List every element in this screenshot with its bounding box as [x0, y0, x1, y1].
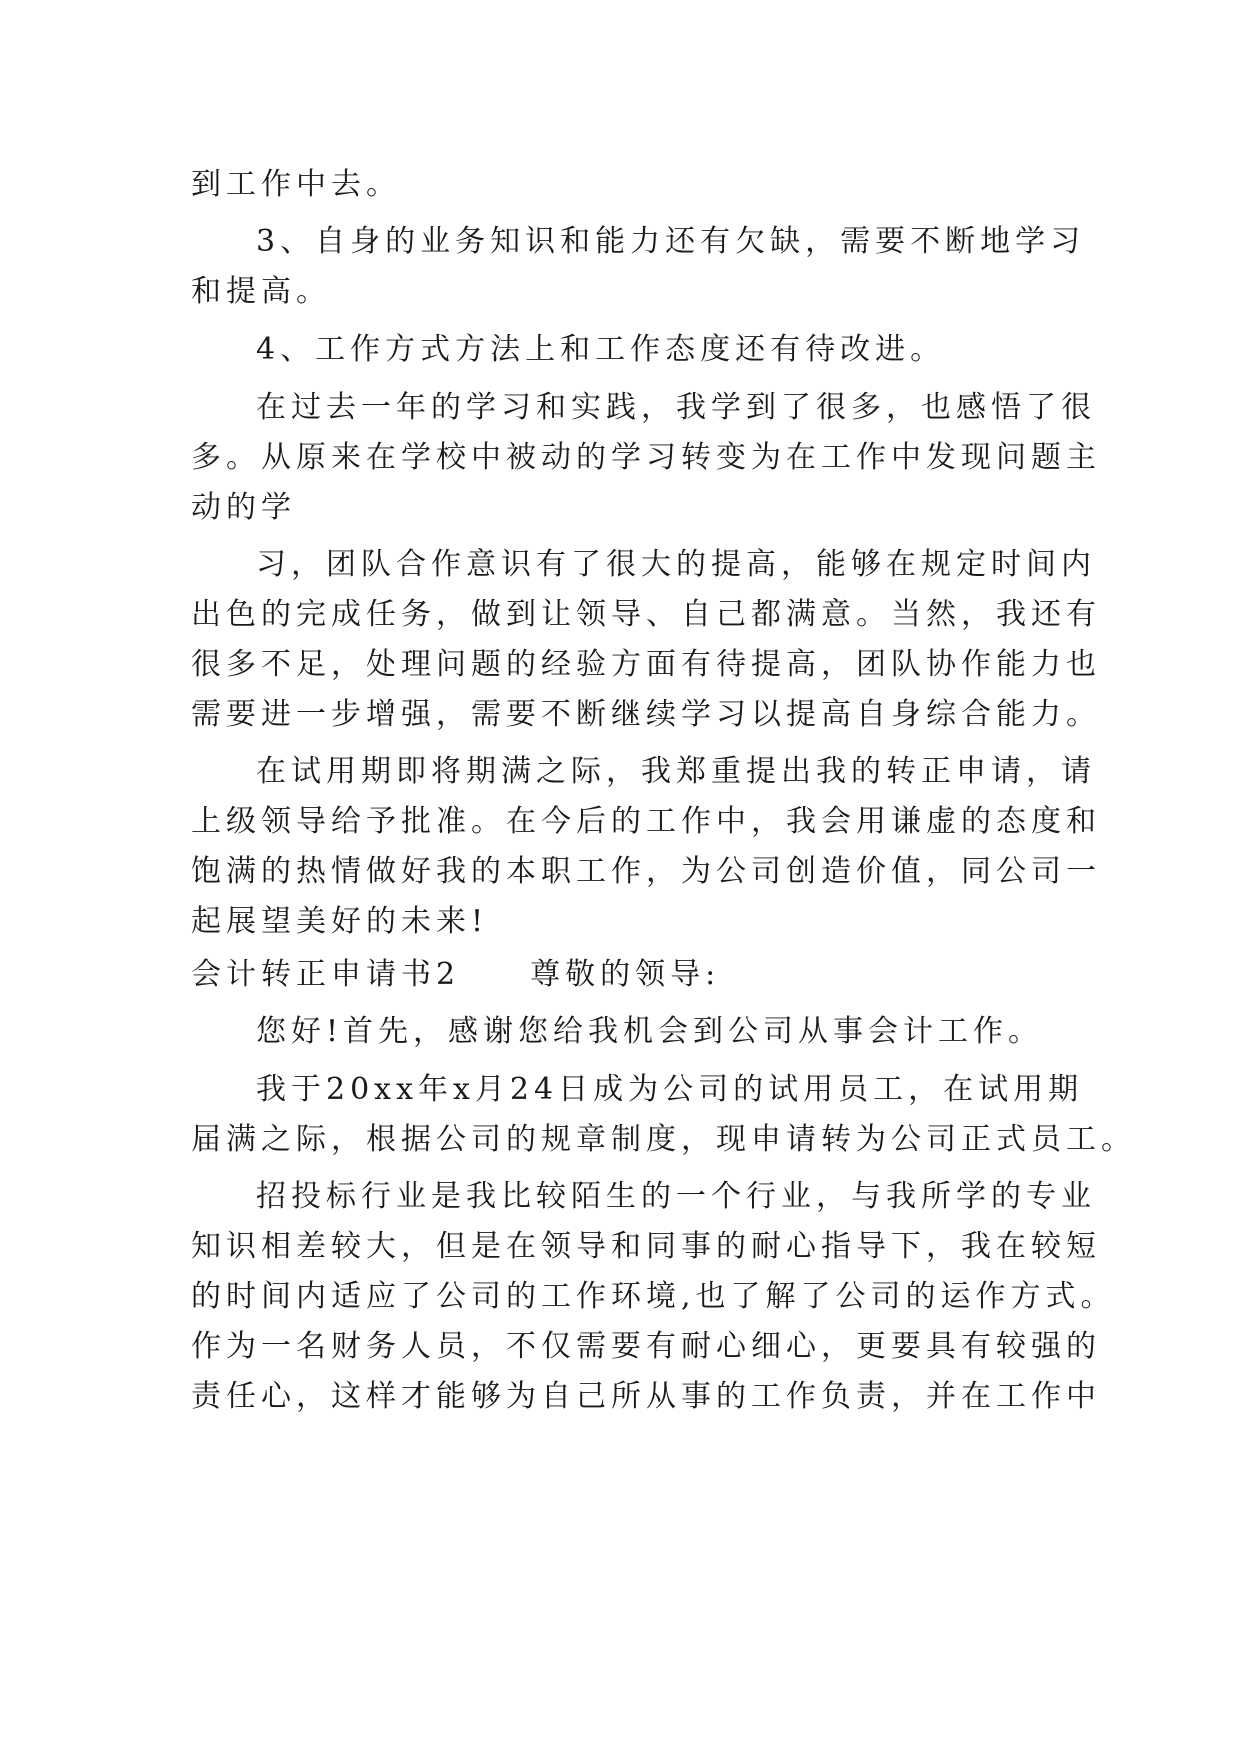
text-line: 3、自身的业务知识和能力还有欠缺，需要不断地学习 [256, 224, 1086, 259]
text-line: 到工作中去。 [191, 167, 401, 202]
text-line: 我于20xx年x月24日成为公司的试用员工，在试用期 [256, 1072, 1084, 1107]
text-line: 责任心，这样才能够为自己所从事的工作负责，并在工作中 [191, 1379, 1101, 1414]
text-line: 作为一名财务人员，不仅需要有耐心细心，更要具有较强的 [191, 1329, 1101, 1364]
text-line: 在试用期即将期满之际，我郑重提出我的转正申请，请 [256, 754, 1096, 789]
text-line: 需要进一步增强，需要不断继续学习以提高自身综合能力。 [191, 697, 1101, 732]
text-line: 动的学 [191, 490, 296, 525]
text-line: 起展望美好的未来! [191, 904, 489, 939]
text-line: 4、工作方式方法上和工作态度还有待改进。 [256, 332, 946, 367]
text-line: 知识相差较大，但是在领导和同事的耐心指导下，我在较短 [191, 1229, 1101, 1264]
section-heading: 会计转正申请书2 尊敬的领导: [191, 957, 721, 992]
text-line: 饱满的热情做好我的本职工作，为公司创造价值，同公司一 [191, 854, 1101, 889]
text-line: 很多不足，处理问题的经验方面有待提高，团队协作能力也 [191, 647, 1101, 682]
text-line: 的时间内适应了公司的工作环境,也了解了公司的运作方式。 [191, 1279, 1116, 1314]
text-line: 在过去一年的学习和实践，我学到了很多，也感悟了很 [256, 390, 1096, 425]
text-line: 多。从原来在学校中被动的学习转变为在工作中发现问题主 [191, 440, 1101, 475]
text-line: 届满之际，根据公司的规章制度，现申请转为公司正式员工。 [191, 1122, 1136, 1157]
text-line: 习，团队合作意识有了很大的提高，能够在规定时间内 [256, 547, 1096, 582]
text-line: 招投标行业是我比较陌生的一个行业，与我所学的专业 [256, 1179, 1096, 1214]
text-line: 您好!首先，感谢您给我机会到公司从事会计工作。 [256, 1014, 1044, 1049]
text-line: 出色的完成任务，做到让领导、自己都满意。当然，我还有 [191, 597, 1101, 632]
text-line: 和提高。 [191, 274, 331, 309]
text-line: 上级领导给予批准。在今后的工作中，我会用谦虚的态度和 [191, 804, 1101, 839]
